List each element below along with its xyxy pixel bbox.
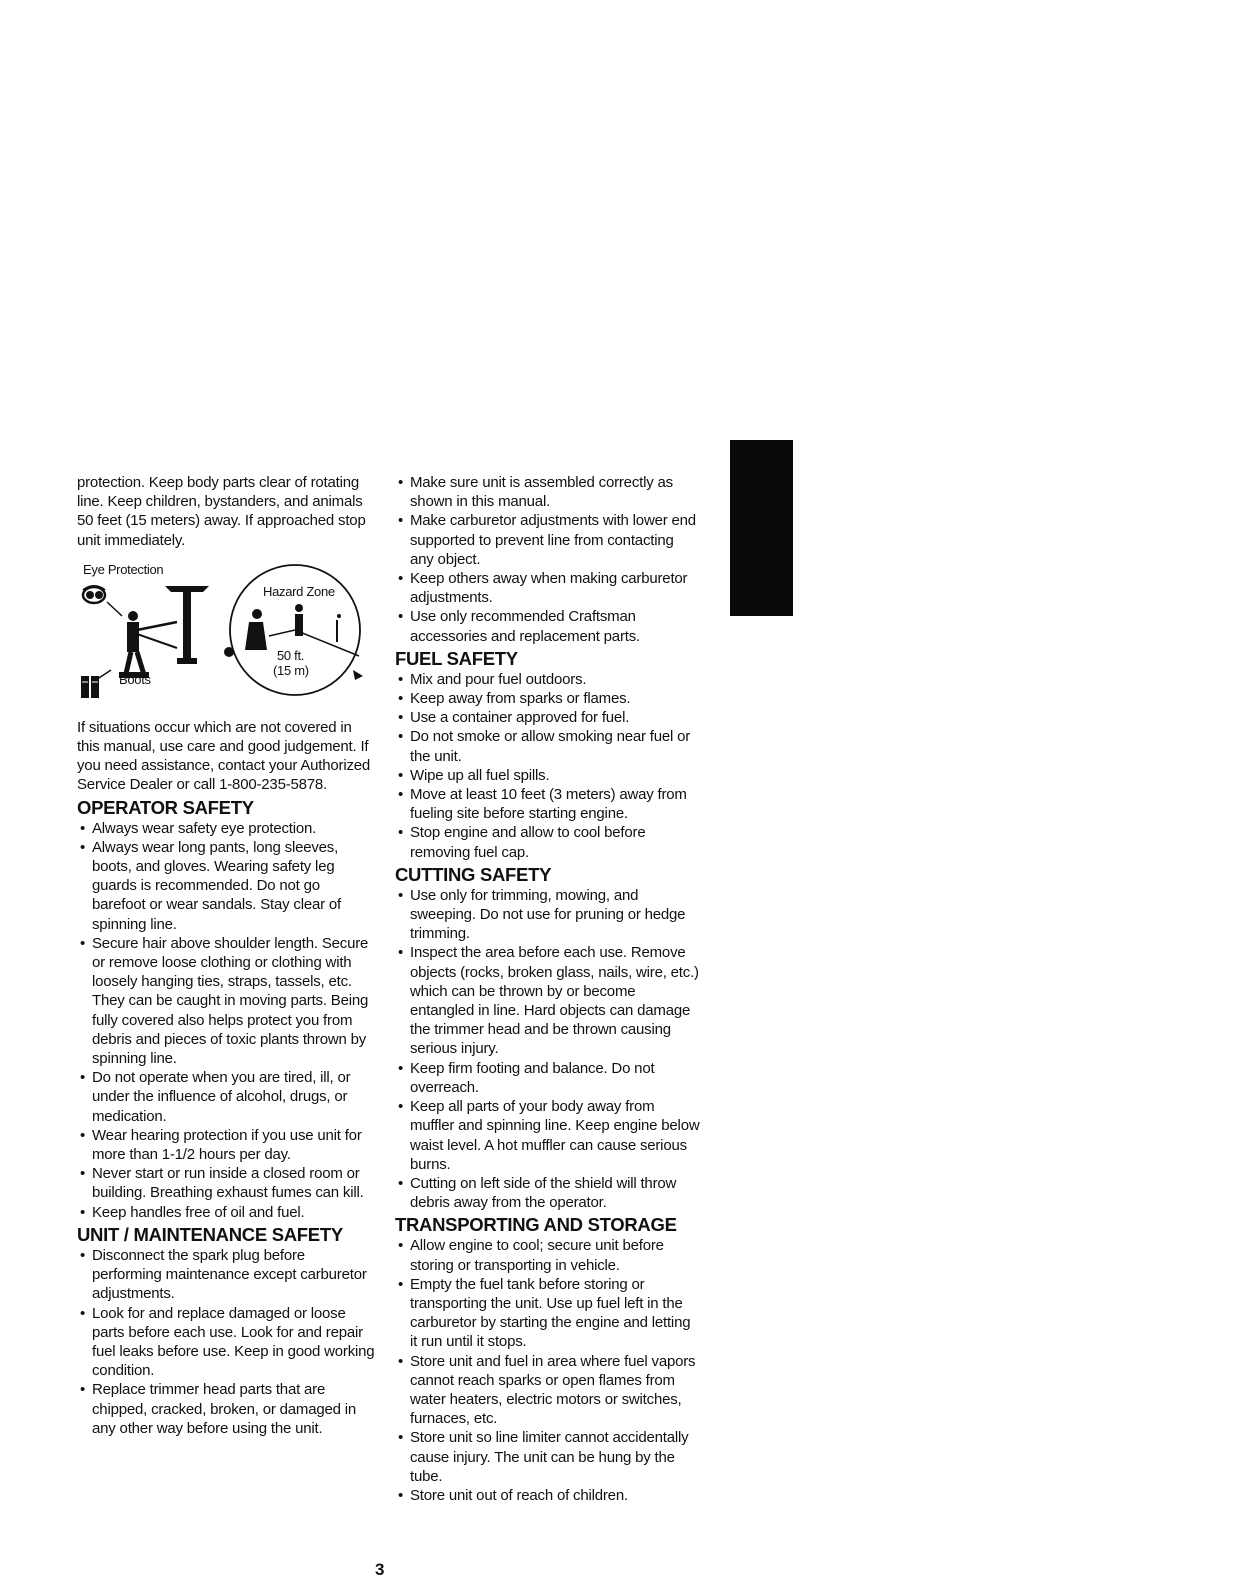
operator-figure [119, 611, 177, 678]
operator-safety-list [77, 819, 377, 1222]
list-item: • Allow engine to cool; secure unit before storing or transporting in vehicle. [395, 1236, 700, 1274]
list-item: • Empty the fuel tank before storing or transporting the unit. Use up fuel left in the carburetor by starting the engine and letting it run until it stops. [395, 1275, 700, 1352]
list-item: • Store unit and fuel in area where fuel vapors cannot reach sparks or open flames from water heaters, electric motors or switches, furnaces, etc. [395, 1352, 700, 1429]
list-item: • Never start or run inside a closed room or building. Breathing exhaust fumes can kill. [77, 1164, 377, 1202]
list-item: • Use a container approved for fuel. [395, 708, 700, 727]
transport-storage-heading: TRANSPORTING AND STORAGE [395, 1214, 677, 1236]
operator-safety-heading: OPERATOR SAFETY [77, 796, 254, 818]
hazard-zone-figure [77, 560, 377, 710]
right-column [395, 473, 700, 1505]
tree-icon [165, 586, 209, 664]
eye-protection-label: Eye Protection [83, 561, 164, 577]
goggles-icon [83, 586, 105, 603]
fuel-safety-heading: FUEL SAFETY [395, 647, 518, 669]
list-item: • Move at least 10 feet (3 meters) away from fueling site before starting engine. [395, 785, 700, 823]
section-tab-marker [730, 440, 793, 616]
list-item: • Look for and replace damaged or loose parts before each use. Look for and repair fuel leaks before use. Keep in good working condition. [77, 1304, 377, 1381]
list-item: • Keep all parts of your body away from muffler and spinning line. Keep engine below waist level. A hot muffler can cause serious burns. [395, 1097, 700, 1174]
list-item: • Inspect the area before each use. Remove objects (rocks, broken glass, nails, wire, etc.) which can be thrown by or become entangled in line. Hard objects can damage the trimmer head and be thrown causing serious injury. [395, 943, 700, 1058]
list-item: • Keep handles free of oil and fuel. [77, 1203, 377, 1222]
boots-label: Boots [119, 671, 151, 687]
situations-paragraph: If situations occur which are not covered in this manual, use care and good judgement. If you need assistance, contact your Authorized Service Dealer or call 1-800-235-5878. [77, 718, 371, 794]
list-item: • Replace trimmer head parts that are chipped, cracked, broken, or damaged in any other way before using the unit. [77, 1380, 377, 1438]
cutting-safety-list [395, 886, 700, 1212]
list-item: • Cutting on left side of the shield will throw debris away from the operator. [395, 1174, 700, 1212]
page-number: 3 [375, 1560, 385, 1579]
list-item: • Store unit out of reach of children. [395, 1486, 700, 1505]
hazard-zone-illustration [77, 560, 377, 710]
fuel-safety-list [395, 670, 700, 862]
list-item: • Wear hearing protection if you use unit for more than 1-1/2 hours per day. [77, 1126, 377, 1164]
list-item: • Stop engine and allow to cool before removing fuel cap. [395, 823, 700, 861]
list-item: • Use only for trimming, mowing, and sweeping. Do not use for pruning or hedge trimming. [395, 886, 700, 944]
list-item: • Mix and pour fuel outdoors. [395, 670, 700, 689]
boots-icon [81, 676, 99, 698]
list-item: • Keep firm footing and balance. Do not overreach. [395, 1059, 700, 1097]
transport-storage-list [395, 1236, 700, 1505]
maintenance-safety-list [77, 1246, 377, 1438]
list-item: • Do not smoke or allow smoking near fuel or the unit. [395, 727, 700, 765]
list-item: • Make sure unit is assembled correctly as shown in this manual. [395, 473, 700, 511]
list-item: • Use only recommended Craftsman accessories and replacement parts. [395, 607, 700, 645]
list-item: • Keep others away when making carburetor adjustments. [395, 569, 700, 607]
cutting-safety-heading: CUTTING SAFETY [395, 863, 552, 885]
list-item: • Keep away from sparks or flames. [395, 689, 700, 708]
list-item: • Wipe up all fuel spills. [395, 766, 700, 785]
list-item: • Do not operate when you are tired, ill, or under the influence of alcohol, drugs, or medication. [77, 1068, 377, 1126]
list-item: • Store unit so line limiter cannot accidentally cause injury. The unit can be hung by the tube. [395, 1428, 700, 1486]
list-item: • Make carburetor adjustments with lower end supported to prevent line from contacting any object. [395, 511, 700, 569]
general-safety-list [395, 473, 700, 646]
maintenance-safety-heading: UNIT / MAINTENANCE SAFETY [77, 1223, 343, 1245]
distance-m-label: (15 m) [273, 662, 309, 678]
intro-paragraph: protection. Keep body parts clear of rotating line. Keep children, bystanders, and animals 50 feet (15 meters) away. If approached stop unit immediately. [77, 474, 366, 549]
list-item: • Always wear long pants, long sleeves, boots, and gloves. Wearing safety leg guards is recommended. Do not go barefoot or wear sandals. Stay clear of spinning line. [77, 838, 377, 934]
distance-ft-label: 50 ft. [277, 647, 305, 663]
hazard-zone-label: Hazard Zone [263, 583, 335, 599]
list-item: • Disconnect the spark plug before performing maintenance except carburetor adjustments. [77, 1246, 377, 1304]
left-column [77, 473, 377, 1438]
list-item: • Secure hair above shoulder length. Secure or remove loose clothing or clothing with loosely hanging ties, straps, tassels, etc. They can be caught in moving parts. Being fully covered also helps protect you from debris and pieces of toxic plants thrown by spinning line. [77, 934, 377, 1068]
list-item: • Always wear safety eye protection. [77, 819, 377, 838]
